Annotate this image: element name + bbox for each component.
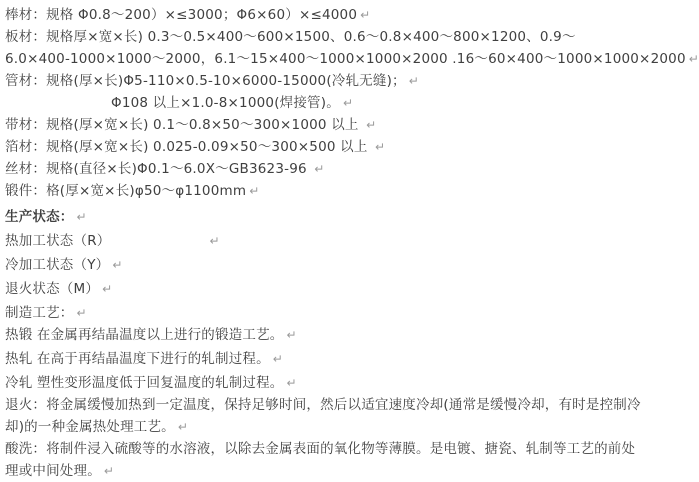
line-text: 6.0×400-1000×1000～2000，6.1～15×400～1000×1000×2000 .16～60×400～1000×1000×2000 <box>5 51 686 67</box>
line-text: 生产状态： <box>5 209 74 225</box>
text-line <box>5 92 619 114</box>
paragraph-mark-icon: ↵ <box>272 352 283 366</box>
paragraph-mark-icon: ↵ <box>76 306 87 320</box>
paragraph-mark-icon: ↵ <box>177 420 188 434</box>
text-line <box>5 70 619 92</box>
text-line <box>5 158 619 180</box>
line-text: 却)的一种金属热处理工艺。 <box>5 419 175 435</box>
paragraph-mark-icon: ↵ <box>375 140 386 154</box>
paragraph-mark-icon: ↵ <box>314 162 325 176</box>
paragraph-mark-icon: ↵ <box>286 328 297 342</box>
paragraph-mark-icon: ↵ <box>76 210 87 224</box>
line-text: 退火状态（M） <box>5 281 100 297</box>
paragraph-mark-icon <box>641 398 644 412</box>
line-text: 退火：将金属缓慢加热到一定温度，保持足够时间，然后以适宜速度冷却(通常是缓慢冷却，有时是控制冷 <box>5 397 641 413</box>
text-line <box>5 372 619 394</box>
line-text: 热轧 在高于再结晶温度下进行的轧制过程。 <box>5 351 270 367</box>
paragraph-mark-icon: ↵ <box>688 52 699 66</box>
text-line <box>5 416 619 438</box>
text-line <box>5 324 619 346</box>
text-line <box>5 114 619 136</box>
paragraph-mark-icon: ↵ <box>249 184 260 198</box>
text-line <box>5 438 636 460</box>
paragraph-mark-icon: ↵ <box>102 282 113 296</box>
paragraph-mark-icon: ↵ <box>360 8 371 22</box>
line-text: 冷轧 塑性变形温度低于回复温度的轧制过程。 <box>5 375 284 391</box>
paragraph-mark-icon <box>576 30 579 44</box>
line-text: 锻件：格(厚×宽×长)φ50～φ1100mm <box>5 183 247 199</box>
tab-spacer <box>110 244 206 245</box>
text-line <box>5 26 619 48</box>
line-text: 管材：规格(厚×长)Φ5-110×0.5-10×6000-15000(冷轧无缝)； <box>5 73 406 89</box>
line-text: 理或中间处理。 <box>5 463 101 479</box>
text-line <box>5 278 619 300</box>
line-text: 丝材：规格(直径×长)Φ0.1～6.0X～GB3623-96 <box>5 161 312 177</box>
line-text: 带材：规格(厚×宽×长) 0.1～0.8×50～300×1000 以上 <box>5 117 364 133</box>
paragraph-mark-icon: ↵ <box>342 96 353 110</box>
line-text: 板材：规格厚×宽×长) 0.3～0.5×400～600×1500、0.6～0.8×400～800×1200、0.9～ <box>5 29 576 45</box>
text-line <box>5 394 641 416</box>
text-line <box>5 48 699 70</box>
line-text: Φ108 以上×1.0-8×1000(焊接管)。 <box>111 95 340 111</box>
paragraph-mark-icon: ↵ <box>366 118 377 132</box>
text-line <box>5 254 619 276</box>
text-line <box>5 230 619 252</box>
line-text: 制造工艺： <box>5 305 74 321</box>
paragraph-mark-icon: ↵ <box>286 376 297 390</box>
line-text: 热加工状态（R） <box>5 233 111 249</box>
paragraph-mark-icon: ↵ <box>103 464 114 478</box>
text-line <box>5 180 619 202</box>
text-line <box>5 4 619 26</box>
text-line <box>5 136 619 158</box>
text-line <box>5 348 619 370</box>
text-line <box>5 460 619 482</box>
paragraph-mark-icon: ↵ <box>408 74 419 88</box>
line-text: 酸洗：将制件浸入硫酸等的水溶液，以除去金属表面的氧化物等薄膜。是电镀、搪瓷、轧制等工艺的前处 <box>5 441 636 457</box>
line-text: 棒材：规格 Φ0.8～200）×≤3000；Φ6×60）×≤4000 <box>5 7 358 23</box>
line-text: 冷加工状态（Y） <box>5 257 110 273</box>
line-text: 箔材：规格(厚×宽×长) 0.025-0.09×50～300×500 以上 <box>5 139 373 155</box>
paragraph-mark-icon <box>635 442 638 456</box>
text-line <box>5 302 619 324</box>
paragraph-mark-icon: ↵ <box>112 258 123 272</box>
paragraph-mark-icon: ↵ <box>209 234 220 248</box>
text-line <box>5 206 619 228</box>
line-text: 热锻 在金属再结晶温度以上进行的锻造工艺。 <box>5 327 284 343</box>
